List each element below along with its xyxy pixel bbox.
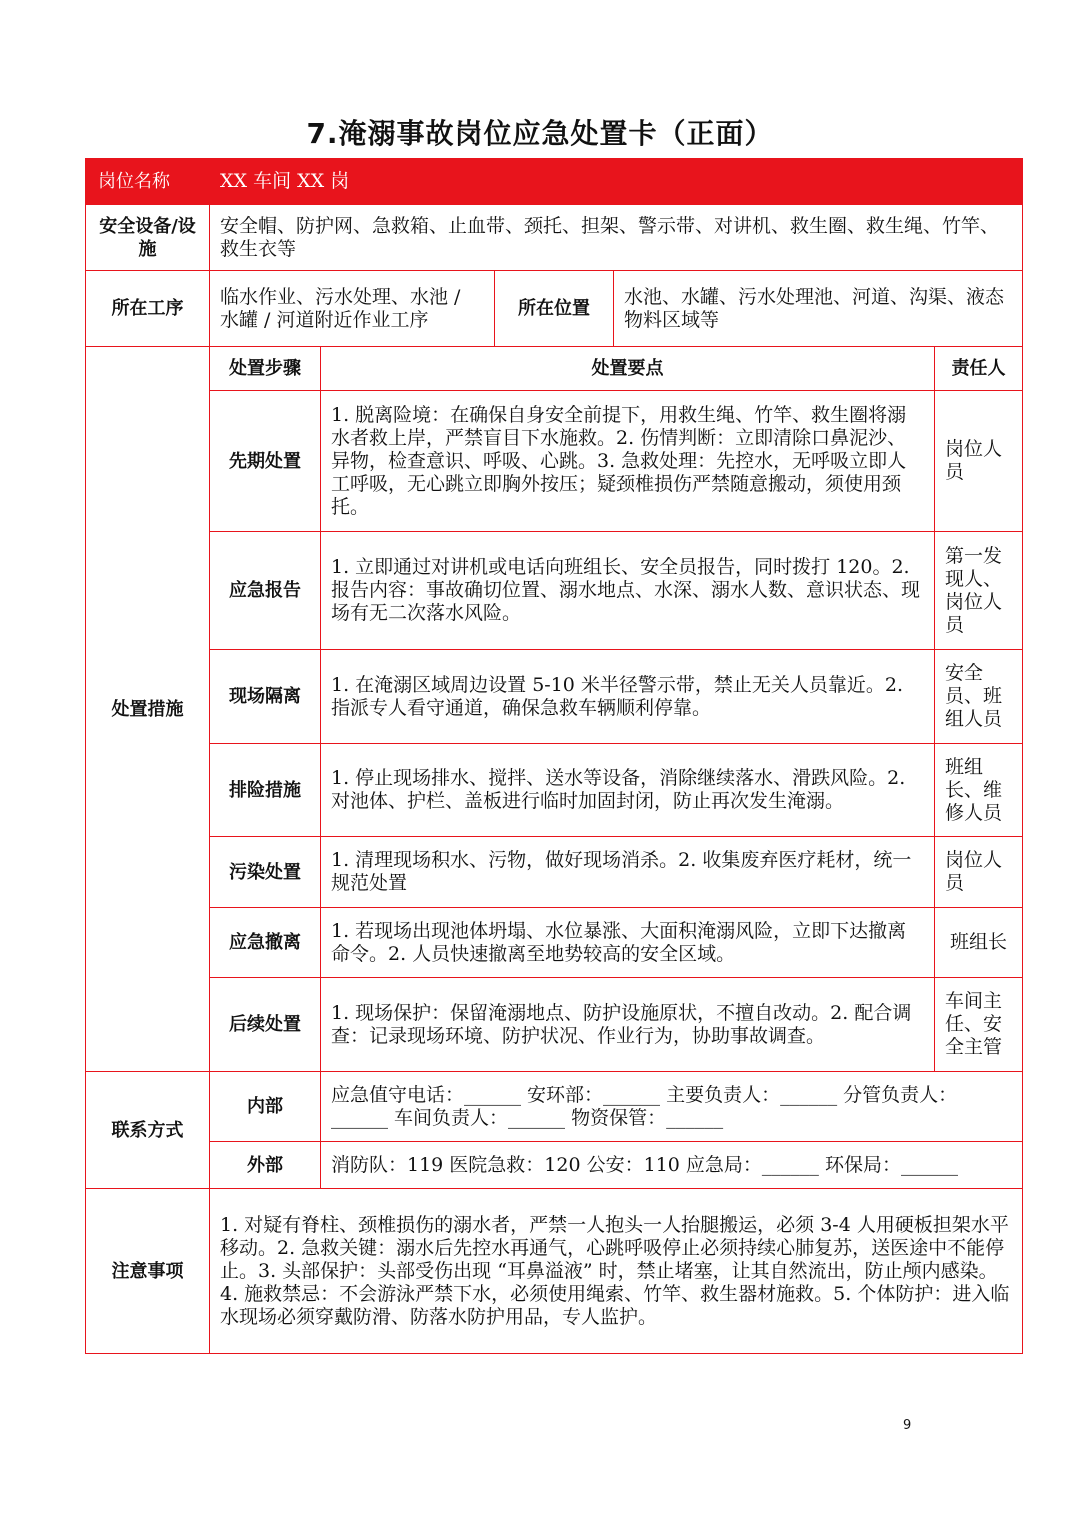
measure-step: 污染处置 (210, 837, 321, 908)
external-label: 外部 (210, 1142, 321, 1189)
measure-points: 1. 立即通过对讲机或电话向班组长、安全员报告，同时拨打 120。2. 报告内容：事故确切位置、溺水地点、水深、溺水人数、意识状态、现场有无二次落水风险。 (321, 532, 935, 650)
internal-contacts: 应急值守电话：______ 安环部：______ 主要负责人：______ 分管负责人：______ 车间负责人：______ 物资保管：______ (321, 1072, 1023, 1142)
measure-points: 1. 在淹溺区域周边设置 5-10 米半径警示带，禁止无关人员靠近。2. 指派专人看守通道，确保急救车辆顺利停靠。 (321, 650, 935, 744)
post-name-value: XX 车间 XX 岗 (210, 159, 1023, 205)
page-title: 7.淹溺事故岗位应急处置卡（正面） (306, 117, 774, 150)
process-value: 临水作业、污水处理、水池 / 水罐 / 河道附近作业工序 (210, 271, 495, 347)
measure-row (86, 532, 1023, 650)
notes-value: 1. 对疑有脊柱、颈椎损伤的溺水者，严禁一人抱头一人抬腿搬运，必须 3-4 人用硬板担架水平移动。2. 急救关键：溺水后先控水再通气，心跳呼吸停止必须持续心肺复苏，送医途中不能停止。3. 头部保护：头部受伤出现 “耳鼻溢液” 时，禁止堵塞，让其自然流出，防止颅内感染。4. 施救禁忌：不会游泳严禁下水，必须使用绳索、竹竿、救生器材施救。5. 个体防护：进入临水现场必须穿戴防滑、防落水防护用品，专人监护。 (210, 1189, 1023, 1354)
measure-step: 应急报告 (210, 532, 321, 650)
measure-person: 安全员、班组人员 (935, 650, 1023, 744)
measure-step: 先期处置 (210, 391, 321, 532)
process-label: 所在工序 (86, 271, 210, 347)
measure-points: 1. 若现场出现池体坍塌、水位暴涨、大面积淹溺风险，立即下达撤离命令。2. 人员快速撤离至地势较高的安全区域。 (321, 908, 935, 978)
measure-row (86, 978, 1023, 1072)
measures-label: 处置措施 (86, 347, 210, 1072)
measure-step: 后续处置 (210, 978, 321, 1072)
notes-row (86, 1189, 1023, 1354)
post-name-row (86, 159, 1023, 205)
measure-points: 1. 脱离险境：在确保自身安全前提下，用救生绳、竹竿、救生圈将溺水者救上岸，严禁盲目下水施救。2. 伤情判断：立即清除口鼻泥沙、异物，检查意识、呼吸、心跳。3. 急救处理：先控水，无呼吸立即人工呼吸，无心跳立即胸外按压；疑颈椎损伤严禁随意搬动，须使用颈托。 (321, 391, 935, 532)
page-number: 9 (903, 1418, 912, 1433)
measure-person: 第一发现人、岗位人员 (935, 532, 1023, 650)
equipment-value: 安全帽、防护网、急救箱、止血带、颈托、担架、警示带、对讲机、救生圈、救生绳、竹竿、救生衣等 (210, 205, 1023, 271)
measure-step: 现场隔离 (210, 650, 321, 744)
process-row (86, 271, 1023, 347)
contact-external-row (86, 1142, 1023, 1189)
measure-person: 车间主任、安全主管 (935, 978, 1023, 1072)
col-person-header: 责任人 (935, 347, 1023, 391)
measure-row (86, 650, 1023, 744)
emergency-card-table (85, 158, 1023, 1354)
measure-step: 排险措施 (210, 744, 321, 837)
contact-internal-row (86, 1072, 1023, 1142)
notes-label: 注意事项 (86, 1189, 210, 1354)
measure-step: 应急撤离 (210, 908, 321, 978)
measure-points: 1. 停止现场排水、搅拌、送水等设备，消除继续落水、滑跌风险。2. 对池体、护栏、盖板进行临时加固封闭，防止再次发生淹溺。 (321, 744, 935, 837)
measures-header-row (86, 347, 1023, 391)
measure-person: 班组长 (935, 908, 1023, 978)
measure-person: 岗位人员 (935, 391, 1023, 532)
equipment-row (86, 205, 1023, 271)
measure-row (86, 837, 1023, 908)
measure-person: 岗位人员 (935, 837, 1023, 908)
measure-row (86, 391, 1023, 532)
location-label: 所在位置 (495, 271, 614, 347)
measure-row (86, 908, 1023, 978)
contact-label: 联系方式 (86, 1072, 210, 1189)
measure-points: 1. 现场保护：保留淹溺地点、防护设施原状，不擅自改动。2. 配合调查：记录现场环境、防护状况、作业行为，协助事故调查。 (321, 978, 935, 1072)
measure-points: 1. 清理现场积水、污物，做好现场消杀。2. 收集废弃医疗耗材，统一规范处置 (321, 837, 935, 908)
measure-person: 班组长、维修人员 (935, 744, 1023, 837)
equipment-label: 安全设备/设施 (86, 205, 210, 271)
post-name-label: 岗位名称 (86, 159, 210, 205)
internal-label: 内部 (210, 1072, 321, 1142)
location-value: 水池、水罐、污水处理池、河道、沟渠、液态物料区域等 (614, 271, 1023, 347)
col-points-header: 处置要点 (321, 347, 935, 391)
col-step-header: 处置步骤 (210, 347, 321, 391)
external-contacts: 消防队：119 医院急救：120 公安：110 应急局：______ 环保局：______ (321, 1142, 1023, 1189)
measure-row (86, 744, 1023, 837)
